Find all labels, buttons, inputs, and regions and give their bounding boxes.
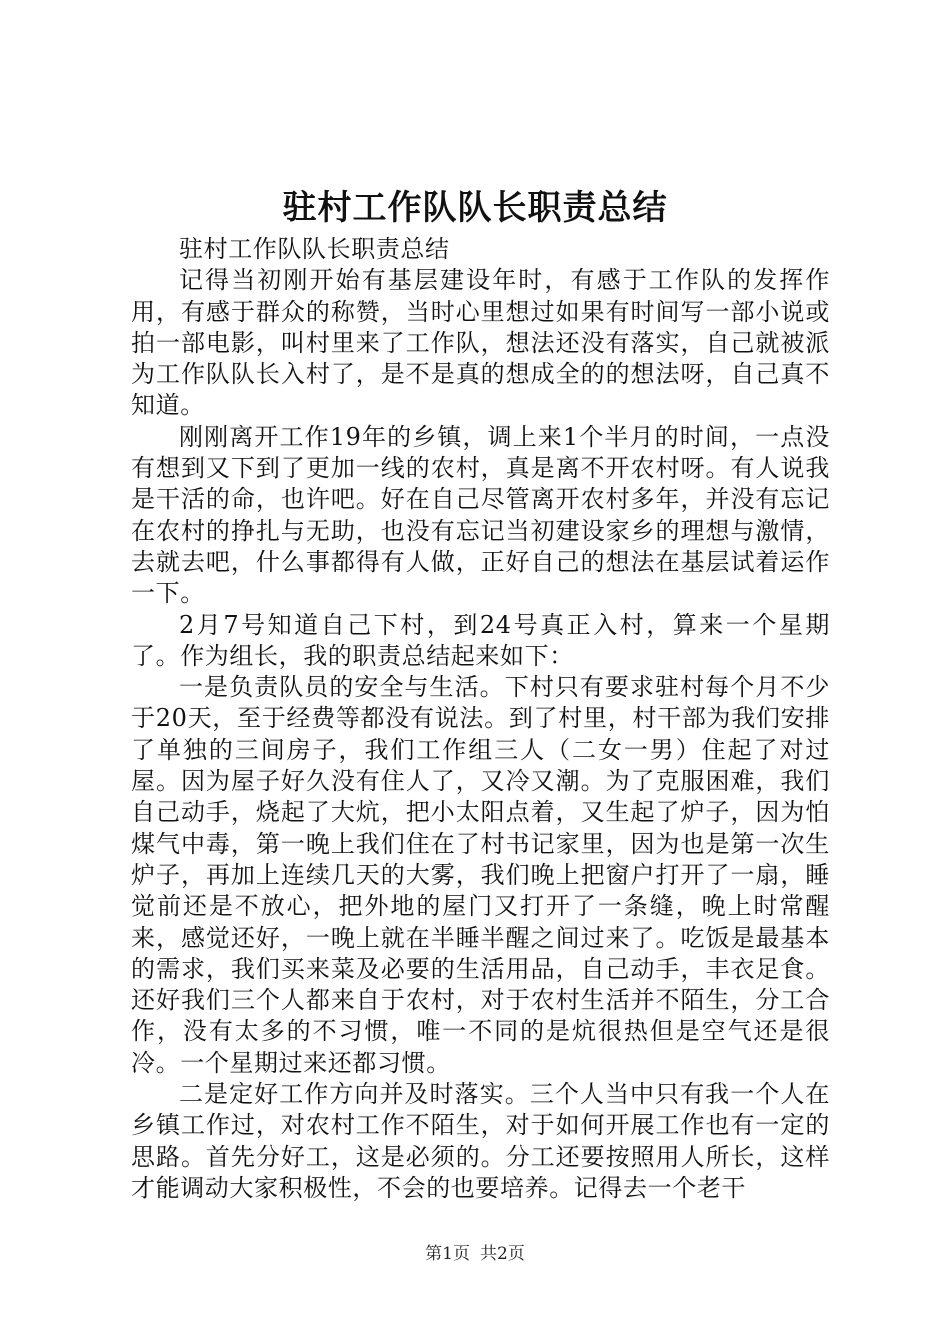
page-footer	[0, 1242, 950, 1266]
page-total: 共2页	[480, 1244, 525, 1264]
paragraph-subtitle: 驻村工作队队长职责总结	[179, 235, 450, 263]
paragraph: 刚刚离开工作19年的乡镇，调上来1个半月的时间，一点没有想到又下到了更加一线的农村，真是离不开农村呀。有人说我是干活的命，也许吧。好在自己尽管离开农村多年，并没有忘记在农村的挣扎与无助，也没有忘记当初建设家乡的理想与激情，去就去吧，什么事都得有人做，正好自己的想法在基层试着运作一下。	[131, 422, 830, 608]
page-number: 第1页	[425, 1244, 470, 1264]
document-title: 驻村工作队队长职责总结	[282, 188, 668, 228]
paragraph: 2月7号知道自己下村，到24号真正入村，算来一个星期了。作为组长，我的职责总结起来如下：	[131, 610, 830, 670]
paragraph: 一是负责队员的安全与生活。下村只有要求驻村每个月不少于20天，至于经费等都没有说法。到了村里，村干部为我们安排了单独的三间房子，我们工作组三人（二女一男）住起了对过屋。因为屋子好久没有住人了，又冷又潮。为了克服困难，我们自己动手，烧起了大炕，把小太阳点着，又生起了炉子，因为怕煤气中毒，第一晚上我们住在了村书记家里，因为也是第一次生炉子，再加上连续几天的大雾，我们晚上把窗户打开了一扇，睡觉前还是不放心，把外地的屋门又打开了一条缝，晚上时常醒来，感觉还好，一晚上就在半睡半醒之间过来了。吃饭是最基本的需求，我们买来菜及必要的生活用品，自己动手，丰衣足食。还好我们三个人都来自于农村，对于农村生活并不陌生，分工合作，没有太多的不习惯，唯一不同的是炕很热但是空气还是很冷。一个星期过来还都习惯。	[131, 673, 830, 1077]
paragraph: 二是定好工作方向并及时落实。三个人当中只有我一个人在乡镇工作过，对农村工作不陌生，对于如何开展工作也有一定的思路。首先分好工，这是必须的。分工还要按照用人所长，这样才能调动大家积极性，不会的也要培养。记得去一个老干	[131, 1080, 830, 1202]
document-body	[131, 234, 830, 1204]
paragraph: 记得当初刚开始有基层建设年时，有感于工作队的发挥作用，有感于群众的称赞，当时心里想过如果有时间写一部小说或拍一部电影，叫村里来了工作队，想法还没有落实，自己就被派为工作队队长入村了，是不是真的想成全的的想法呀，自己真不知道。	[131, 266, 830, 420]
